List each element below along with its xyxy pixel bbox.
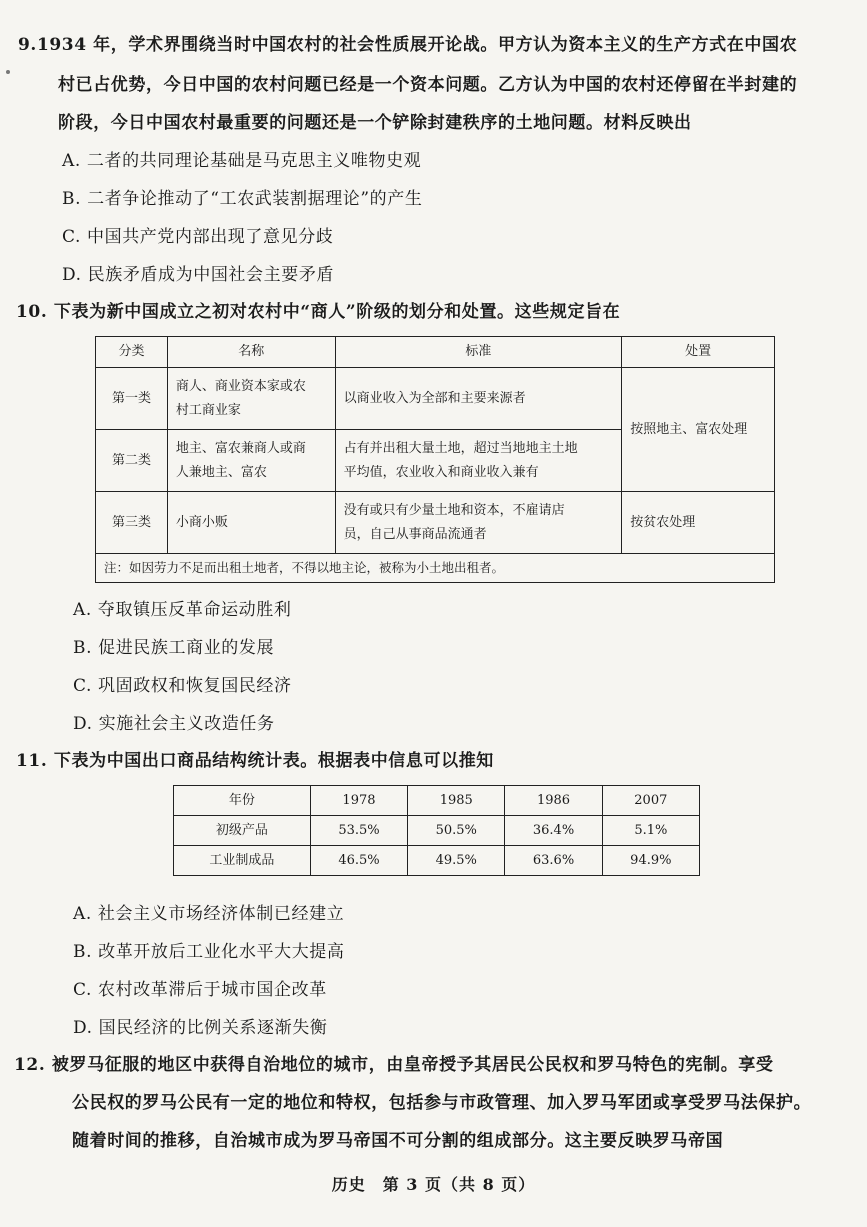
row1-name-line-1: 商人、商业资本家或农 (175, 378, 306, 394)
q10-stem: 10. 下表为新中国成立之初对农村中“商人”阶级的划分和处置。这些规定旨在 (16, 302, 621, 322)
q11-option-c[interactable]: C. 农村改革滞后于城市国企改革 (73, 980, 327, 1000)
header-year: 年份 (174, 786, 311, 816)
table-row (174, 846, 700, 876)
cell: 5.1% (602, 816, 699, 846)
q9-stem-line-1: 9.1934 年，学术界围绕当时中国农村的社会性质展开论战。甲方认为资本主义的生产方式在中国农 (18, 35, 798, 55)
row2-standard-line-2: 平均值，农业收入和商业收入兼有 (343, 464, 539, 480)
q12-stem-line-1: 12. 被罗马征服的地区中获得自治地位的城市，由皇帝授予其居民公民权和罗马特色的宪制。享受 (14, 1055, 774, 1075)
row2-standard-line-1: 占有并出租大量土地，超过当地地主土地 (343, 440, 578, 456)
q12-stem-line-2: 公民权的罗马公民有一定的地位和特权，包括参与市政管理、加入罗马军团或享受罗马法保护。 (72, 1093, 812, 1113)
table-header-row (96, 337, 775, 368)
q9-stem-line-3: 阶段，今日中国农村最重要的问题还是一个铲除封建秩序的土地问题。材料反映出 (58, 113, 692, 133)
row3-category: 第三类 (96, 492, 168, 554)
cell: 53.5% (310, 816, 407, 846)
row2-standard (335, 430, 622, 492)
row1-name-line-2: 村工商业家 (175, 402, 241, 418)
cell: 63.6% (505, 846, 602, 876)
row3-standard-line-2: 员，自己从事商品流通者 (343, 526, 487, 542)
table-row (96, 368, 775, 430)
q10-option-d[interactable]: D. 实施社会主义改造任务 (73, 714, 275, 734)
header-1986: 1986 (505, 786, 602, 816)
q11-option-b[interactable]: B. 改革开放后工业化水平大大提高 (73, 942, 345, 962)
row3-disposal: 按贫农处理 (622, 492, 775, 554)
q10-option-b[interactable]: B. 促进民族工商业的发展 (73, 638, 275, 658)
cell: 49.5% (408, 846, 505, 876)
header-1978: 1978 (310, 786, 407, 816)
cell: 36.4% (505, 816, 602, 846)
header-category: 分类 (96, 337, 168, 368)
row1-name (167, 368, 335, 430)
row1-standard: 以商业收入为全部和主要来源者 (335, 368, 622, 430)
q11-option-a[interactable]: A. 社会主义市场经济体制已经建立 (73, 904, 345, 924)
row2-name (167, 430, 335, 492)
row3-standard-line-1: 没有或只有少量土地和资本，不雇请店 (343, 502, 565, 518)
q10-option-a[interactable]: A. 夺取镇压反革命运动胜利 (73, 600, 292, 620)
header-disposal: 处置 (622, 337, 775, 368)
table-header-row (174, 786, 700, 816)
q9-option-b[interactable]: B. 二者争论推动了“工农武装割据理论”的产生 (62, 189, 423, 209)
q9-option-c[interactable]: C. 中国共产党内部出现了意见分歧 (62, 227, 334, 247)
cell: 94.9% (602, 846, 699, 876)
row12-disposal: 按照地主、富农处理 (622, 368, 775, 492)
q10-option-c[interactable]: C. 巩固政权和恢复国民经济 (73, 676, 292, 696)
row2-name-line-2: 人兼地主、富农 (175, 464, 267, 480)
q9-option-d[interactable]: D. 民族矛盾成为中国社会主要矛盾 (62, 265, 335, 285)
header-name: 名称 (167, 337, 335, 368)
header-standard: 标准 (335, 337, 622, 368)
header-1985: 1985 (408, 786, 505, 816)
table-row (174, 816, 700, 846)
row3-name: 小商小贩 (167, 492, 335, 554)
row3-standard (335, 492, 622, 554)
table-note-row (96, 554, 775, 583)
q11-option-d[interactable]: D. 国民经济的比例关系逐渐失衡 (73, 1018, 328, 1038)
page-footer: 历史 第 3 页（共 8 页） (331, 1175, 536, 1194)
q11-export-table (173, 785, 700, 876)
table-row (96, 492, 775, 554)
row2-name-line-1: 地主、富农兼商人或商 (175, 440, 306, 456)
header-2007: 2007 (602, 786, 699, 816)
q10-merchant-table (95, 336, 775, 583)
q9-stem-line-2: 村已占优势，今日中国的农村问题已经是一个资本问题。乙方认为中国的农村还停留在半封建的 (58, 75, 798, 95)
scan-speck (6, 70, 10, 74)
cell: 46.5% (310, 846, 407, 876)
q11-stem: 11. 下表为中国出口商品结构统计表。根据表中信息可以推知 (16, 751, 494, 771)
row2-category: 第二类 (96, 430, 168, 492)
row-primary-label: 初级产品 (174, 816, 311, 846)
row1-category: 第一类 (96, 368, 168, 430)
q12-stem-line-3: 随着时间的推移，自治城市成为罗马帝国不可分割的组成部分。这主要反映罗马帝国 (72, 1131, 724, 1151)
table-note: 注：如因劳力不足而出租土地者，不得以地主论，被称为小土地出租者。 (96, 554, 775, 583)
row-manufactured-label: 工业制成品 (174, 846, 311, 876)
q9-option-a[interactable]: A. 二者的共同理论基础是马克思主义唯物史观 (62, 151, 422, 171)
cell: 50.5% (408, 816, 505, 846)
